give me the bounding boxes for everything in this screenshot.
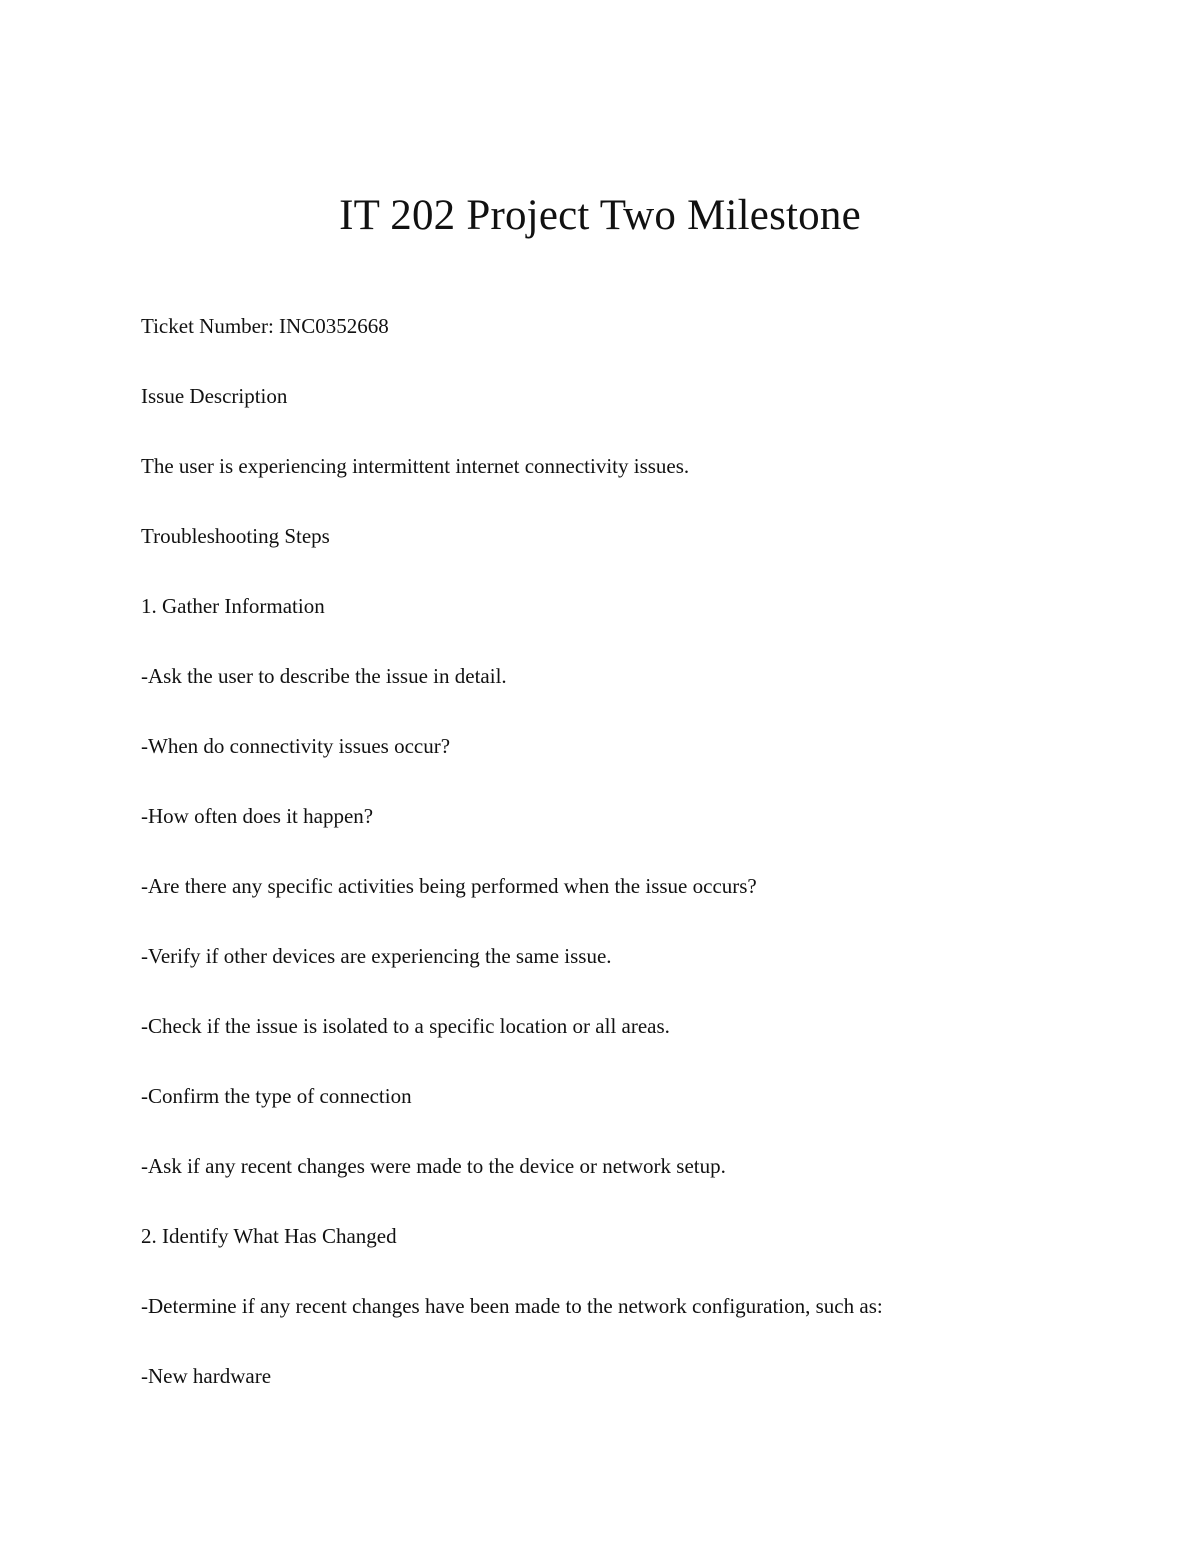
step-gather-information: 1. Gather Information xyxy=(141,594,325,618)
body-line: -Ask if any recent changes were made to the device or network setup. xyxy=(141,1154,726,1178)
body-line: -Check if the issue is isolated to a specific location or all areas. xyxy=(141,1014,670,1038)
body-line: -Determine if any recent changes have been made to the network configuration, such as: xyxy=(141,1294,883,1318)
issue-description-text: The user is experiencing intermittent internet connectivity issues. xyxy=(141,454,690,478)
body-line: -When do connectivity issues occur? xyxy=(141,734,451,758)
document-body xyxy=(141,311,1101,1431)
body-line: -Verify if other devices are experiencing the same issue. xyxy=(141,944,612,968)
body-line: -New hardware xyxy=(141,1364,272,1388)
document-title: IT 202 Project Two Milestone xyxy=(339,192,861,239)
ticket-number-line: Ticket Number: INC0352668 xyxy=(141,314,389,338)
troubleshooting-steps-heading: Troubleshooting Steps xyxy=(141,524,330,548)
body-line: -How often does it happen? xyxy=(141,804,374,828)
body-line: -Are there any specific activities being performed when the issue occurs? xyxy=(141,874,757,898)
body-line: -Ask the user to describe the issue in detail. xyxy=(141,664,507,688)
step-identify-changes: 2. Identify What Has Changed xyxy=(141,1224,397,1248)
body-line: -Confirm the type of connection xyxy=(141,1084,412,1108)
issue-description-heading: Issue Description xyxy=(141,384,288,408)
